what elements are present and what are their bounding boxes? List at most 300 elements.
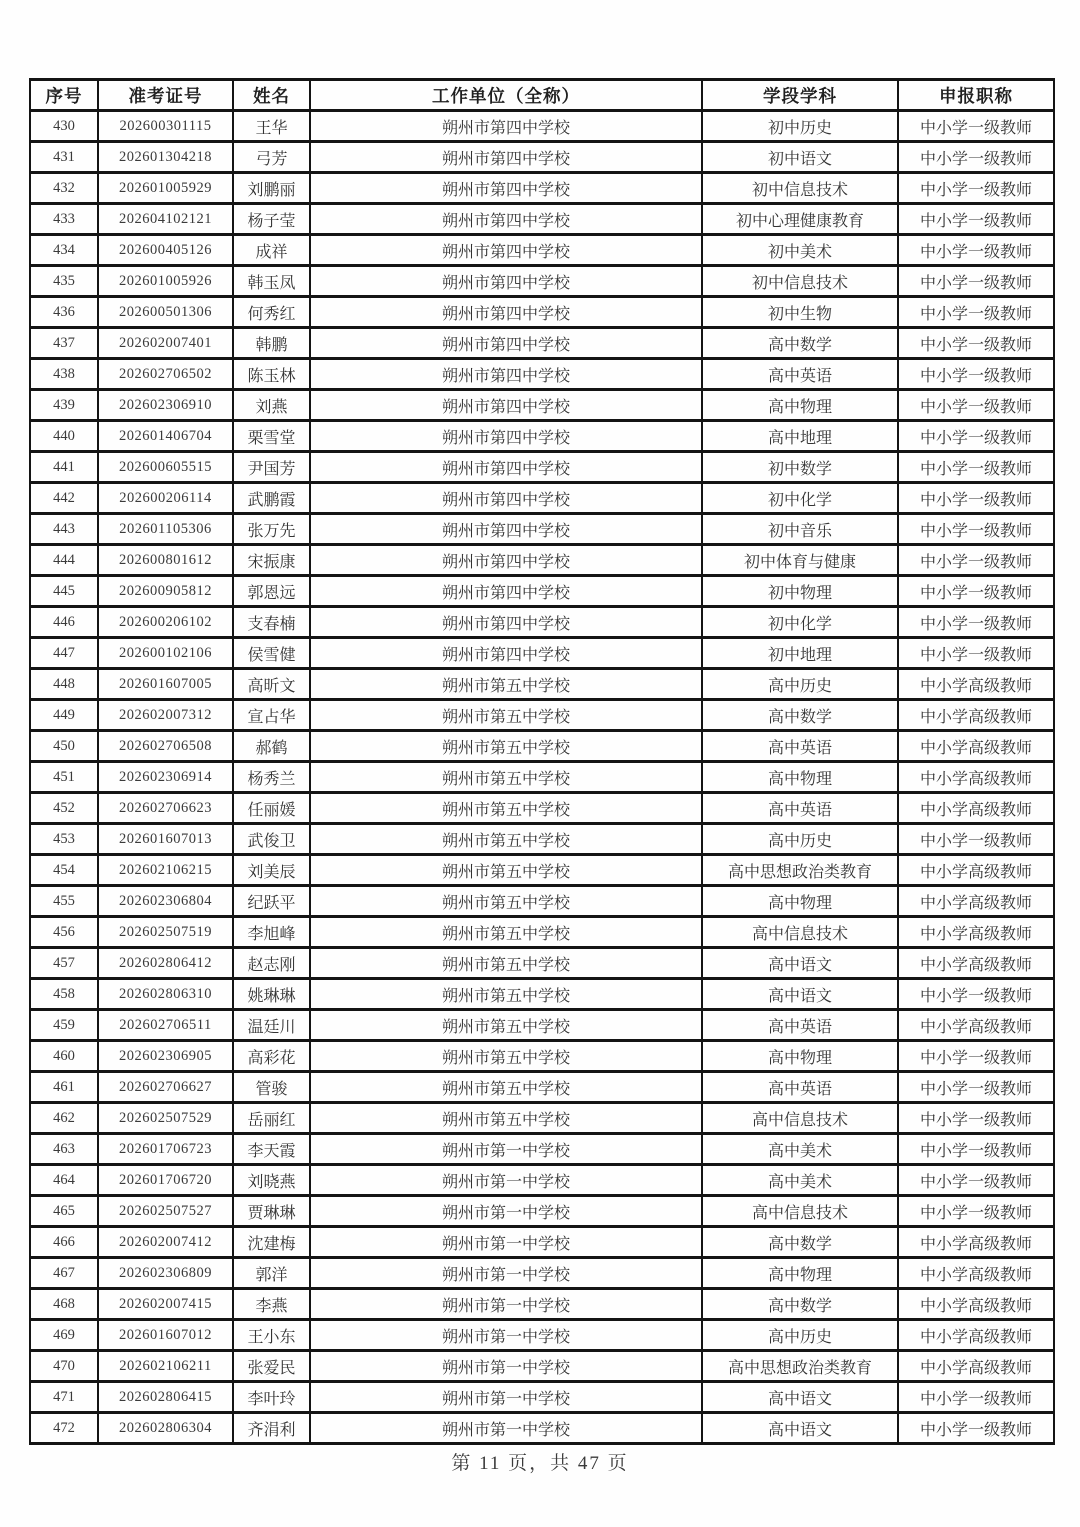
cell-name: 宣占华 (233, 700, 310, 731)
cell-declared-title: 中小学高级教师 (898, 1351, 1054, 1382)
cell-work-unit: 朔州市第四中学校 (310, 235, 702, 266)
cell-exam-admission-number: 202602306905 (98, 1041, 233, 1072)
cell-work-unit: 朔州市第四中学校 (310, 111, 702, 142)
cell-serial-number: 443 (30, 514, 98, 545)
cell-school-stage-subject: 高中物理 (702, 886, 898, 917)
table-row (30, 452, 1054, 483)
cell-exam-admission-number: 202600501306 (98, 297, 233, 328)
cell-work-unit: 朔州市第四中学校 (310, 204, 702, 235)
table-row (30, 1289, 1054, 1320)
cell-name: 武俊卫 (233, 824, 310, 855)
cell-work-unit: 朔州市第五中学校 (310, 762, 702, 793)
cell-declared-title: 中小学一级教师 (898, 111, 1054, 142)
table-row (30, 266, 1054, 297)
cell-name: 韩鹏 (233, 328, 310, 359)
cell-declared-title: 中小学一级教师 (898, 173, 1054, 204)
table-row (30, 173, 1054, 204)
cell-name: 陈玉林 (233, 359, 310, 390)
cell-exam-admission-number: 202600905812 (98, 576, 233, 607)
cell-exam-admission-number: 202601706720 (98, 1165, 233, 1196)
cell-name: 何秀红 (233, 297, 310, 328)
cell-exam-admission-number: 202604102121 (98, 204, 233, 235)
cell-declared-title: 中小学一级教师 (898, 483, 1054, 514)
cell-work-unit: 朔州市第五中学校 (310, 1103, 702, 1134)
cell-school-stage-subject: 初中心理健康教育 (702, 204, 898, 235)
cell-declared-title: 中小学一级教师 (898, 1072, 1054, 1103)
table-row (30, 483, 1054, 514)
cell-exam-admission-number: 202602306804 (98, 886, 233, 917)
cell-work-unit: 朔州市第四中学校 (310, 607, 702, 638)
cell-work-unit: 朔州市第五中学校 (310, 1072, 702, 1103)
cell-exam-admission-number: 202600102106 (98, 638, 233, 669)
cell-serial-number: 456 (30, 917, 98, 948)
cell-work-unit: 朔州市第五中学校 (310, 1041, 702, 1072)
table-row (30, 762, 1054, 793)
cell-declared-title: 中小学一级教师 (898, 824, 1054, 855)
cell-school-stage-subject: 高中英语 (702, 359, 898, 390)
cell-work-unit: 朔州市第五中学校 (310, 886, 702, 917)
cell-name: 杨子莹 (233, 204, 310, 235)
cell-exam-admission-number: 202602106211 (98, 1351, 233, 1382)
cell-serial-number: 433 (30, 204, 98, 235)
cell-declared-title: 中小学高级教师 (898, 669, 1054, 700)
cell-name: 贾琳琳 (233, 1196, 310, 1227)
cell-school-stage-subject: 高中数学 (702, 328, 898, 359)
cell-serial-number: 447 (30, 638, 98, 669)
cell-exam-admission-number: 202602706502 (98, 359, 233, 390)
cell-declared-title: 中小学一级教师 (898, 1041, 1054, 1072)
table-row (30, 917, 1054, 948)
cell-serial-number: 438 (30, 359, 98, 390)
cell-serial-number: 440 (30, 421, 98, 452)
cell-work-unit: 朔州市第一中学校 (310, 1382, 702, 1413)
table-row (30, 886, 1054, 917)
cell-school-stage-subject: 初中信息技术 (702, 173, 898, 204)
cell-serial-number: 448 (30, 669, 98, 700)
cell-serial-number: 439 (30, 390, 98, 421)
cell-serial-number: 436 (30, 297, 98, 328)
cell-serial-number: 470 (30, 1351, 98, 1382)
header-declared-title: 申报职称 (898, 80, 1054, 111)
cell-serial-number: 469 (30, 1320, 98, 1351)
cell-name: 刘燕 (233, 390, 310, 421)
cell-serial-number: 454 (30, 855, 98, 886)
table-row (30, 1258, 1054, 1289)
table-row (30, 297, 1054, 328)
cell-school-stage-subject: 高中信息技术 (702, 917, 898, 948)
cell-serial-number: 466 (30, 1227, 98, 1258)
cell-declared-title: 中小学高级教师 (898, 700, 1054, 731)
cell-serial-number: 471 (30, 1382, 98, 1413)
cell-serial-number: 468 (30, 1289, 98, 1320)
cell-exam-admission-number: 202602706627 (98, 1072, 233, 1103)
cell-work-unit: 朔州市第四中学校 (310, 173, 702, 204)
cell-serial-number: 444 (30, 545, 98, 576)
cell-exam-admission-number: 202601607012 (98, 1320, 233, 1351)
cell-name: 李天霞 (233, 1134, 310, 1165)
cell-name: 李叶玲 (233, 1382, 310, 1413)
cell-declared-title: 中小学高级教师 (898, 1258, 1054, 1289)
cell-exam-admission-number: 202602306809 (98, 1258, 233, 1289)
cell-name: 管骏 (233, 1072, 310, 1103)
cell-exam-admission-number: 202601005929 (98, 173, 233, 204)
cell-declared-title: 中小学一级教师 (898, 1165, 1054, 1196)
cell-name: 刘鹏丽 (233, 173, 310, 204)
cell-name: 武鹏霞 (233, 483, 310, 514)
cell-school-stage-subject: 高中信息技术 (702, 1103, 898, 1134)
page-number-footer: 第 11 页，共 47 页 (451, 1453, 629, 1474)
cell-declared-title: 中小学一级教师 (898, 266, 1054, 297)
cell-serial-number: 453 (30, 824, 98, 855)
cell-declared-title: 中小学一级教师 (898, 1413, 1054, 1444)
cell-work-unit: 朔州市第五中学校 (310, 917, 702, 948)
cell-school-stage-subject: 高中物理 (702, 762, 898, 793)
cell-declared-title: 中小学一级教师 (898, 235, 1054, 266)
cell-exam-admission-number: 202601607005 (98, 669, 233, 700)
table-row (30, 1165, 1054, 1196)
cell-name: 温廷川 (233, 1010, 310, 1041)
table-row (30, 1227, 1054, 1258)
cell-work-unit: 朔州市第五中学校 (310, 669, 702, 700)
table-row (30, 669, 1054, 700)
cell-serial-number: 445 (30, 576, 98, 607)
cell-work-unit: 朔州市第一中学校 (310, 1196, 702, 1227)
cell-declared-title: 中小学高级教师 (898, 948, 1054, 979)
cell-declared-title: 中小学高级教师 (898, 1289, 1054, 1320)
cell-name: 王小东 (233, 1320, 310, 1351)
cell-work-unit: 朔州市第一中学校 (310, 1351, 702, 1382)
table-row (30, 421, 1054, 452)
cell-exam-admission-number: 202602306914 (98, 762, 233, 793)
cell-school-stage-subject: 高中思想政治类教育 (702, 1351, 898, 1382)
cell-school-stage-subject: 初中体育与健康 (702, 545, 898, 576)
cell-name: 王华 (233, 111, 310, 142)
cell-name: 齐涓利 (233, 1413, 310, 1444)
header-school-stage-subject: 学段学科 (702, 80, 898, 111)
table-row (30, 1196, 1054, 1227)
cell-declared-title: 中小学一级教师 (898, 576, 1054, 607)
table-row (30, 359, 1054, 390)
cell-serial-number: 460 (30, 1041, 98, 1072)
cell-serial-number: 449 (30, 700, 98, 731)
cell-name: 刘美辰 (233, 855, 310, 886)
cell-serial-number: 452 (30, 793, 98, 824)
cell-name: 李燕 (233, 1289, 310, 1320)
cell-declared-title: 中小学一级教师 (898, 979, 1054, 1010)
cell-serial-number: 465 (30, 1196, 98, 1227)
cell-declared-title: 中小学高级教师 (898, 793, 1054, 824)
cell-serial-number: 430 (30, 111, 98, 142)
table-row (30, 390, 1054, 421)
cell-exam-admission-number: 202600605515 (98, 452, 233, 483)
header-work-unit: 工作单位（全称） (310, 80, 702, 111)
table-row (30, 514, 1054, 545)
cell-school-stage-subject: 初中地理 (702, 638, 898, 669)
cell-serial-number: 446 (30, 607, 98, 638)
cell-exam-admission-number: 202601607013 (98, 824, 233, 855)
cell-work-unit: 朔州市第一中学校 (310, 1320, 702, 1351)
cell-work-unit: 朔州市第一中学校 (310, 1289, 702, 1320)
cell-exam-admission-number: 202602806310 (98, 979, 233, 1010)
cell-name: 郭恩远 (233, 576, 310, 607)
cell-serial-number: 458 (30, 979, 98, 1010)
cell-school-stage-subject: 初中化学 (702, 483, 898, 514)
table-body (30, 111, 1054, 1444)
cell-school-stage-subject: 初中物理 (702, 576, 898, 607)
cell-serial-number: 451 (30, 762, 98, 793)
cell-work-unit: 朔州市第四中学校 (310, 328, 702, 359)
cell-name: 刘晓燕 (233, 1165, 310, 1196)
table-row (30, 948, 1054, 979)
cell-declared-title: 中小学高级教师 (898, 917, 1054, 948)
cell-exam-admission-number: 202602507527 (98, 1196, 233, 1227)
cell-declared-title: 中小学一级教师 (898, 545, 1054, 576)
cell-work-unit: 朔州市第四中学校 (310, 297, 702, 328)
cell-exam-admission-number: 202602806304 (98, 1413, 233, 1444)
cell-work-unit: 朔州市第五中学校 (310, 855, 702, 886)
cell-serial-number: 442 (30, 483, 98, 514)
table-row (30, 1103, 1054, 1134)
cell-exam-admission-number: 202602007312 (98, 700, 233, 731)
cell-declared-title: 中小学高级教师 (898, 731, 1054, 762)
cell-name: 郭洋 (233, 1258, 310, 1289)
header-exam-admission-number: 准考证号 (98, 80, 233, 111)
cell-declared-title: 中小学高级教师 (898, 1320, 1054, 1351)
cell-work-unit: 朔州市第一中学校 (310, 1165, 702, 1196)
cell-name: 杨秀兰 (233, 762, 310, 793)
cell-serial-number: 467 (30, 1258, 98, 1289)
table-row (30, 793, 1054, 824)
cell-school-stage-subject: 高中物理 (702, 1041, 898, 1072)
cell-work-unit: 朔州市第五中学校 (310, 979, 702, 1010)
cell-exam-admission-number: 202600206114 (98, 483, 233, 514)
cell-declared-title: 中小学高级教师 (898, 1010, 1054, 1041)
cell-declared-title: 中小学一级教师 (898, 328, 1054, 359)
cell-school-stage-subject: 高中物理 (702, 390, 898, 421)
cell-work-unit: 朔州市第一中学校 (310, 1258, 702, 1289)
cell-name: 尹国芳 (233, 452, 310, 483)
cell-school-stage-subject: 高中数学 (702, 1289, 898, 1320)
cell-name: 岳丽红 (233, 1103, 310, 1134)
cell-name: 赵志刚 (233, 948, 310, 979)
cell-declared-title: 中小学一级教师 (898, 1134, 1054, 1165)
cell-exam-admission-number: 202602507519 (98, 917, 233, 948)
cell-exam-admission-number: 202601406704 (98, 421, 233, 452)
table-row (30, 576, 1054, 607)
cell-declared-title: 中小学一级教师 (898, 514, 1054, 545)
cell-school-stage-subject: 初中化学 (702, 607, 898, 638)
cell-declared-title: 中小学高级教师 (898, 886, 1054, 917)
cell-school-stage-subject: 高中数学 (702, 700, 898, 731)
cell-work-unit: 朔州市第四中学校 (310, 514, 702, 545)
table-row (30, 638, 1054, 669)
cell-serial-number: 464 (30, 1165, 98, 1196)
cell-declared-title: 中小学一级教师 (898, 607, 1054, 638)
cell-name: 张爱民 (233, 1351, 310, 1382)
cell-school-stage-subject: 高中语文 (702, 979, 898, 1010)
table-row (30, 607, 1054, 638)
cell-work-unit: 朔州市第四中学校 (310, 142, 702, 173)
cell-name: 沈建梅 (233, 1227, 310, 1258)
cell-serial-number: 431 (30, 142, 98, 173)
cell-school-stage-subject: 高中美术 (702, 1134, 898, 1165)
table-row (30, 545, 1054, 576)
cell-declared-title: 中小学一级教师 (898, 421, 1054, 452)
cell-name: 任丽媛 (233, 793, 310, 824)
cell-exam-admission-number: 202600301115 (98, 111, 233, 142)
header-serial-number: 序号 (30, 80, 98, 111)
cell-declared-title: 中小学一级教师 (898, 452, 1054, 483)
cell-serial-number: 457 (30, 948, 98, 979)
cell-work-unit: 朔州市第五中学校 (310, 793, 702, 824)
cell-declared-title: 中小学一级教师 (898, 142, 1054, 173)
cell-name: 张万先 (233, 514, 310, 545)
cell-school-stage-subject: 初中生物 (702, 297, 898, 328)
cell-declared-title: 中小学一级教师 (898, 638, 1054, 669)
cell-exam-admission-number: 202600206102 (98, 607, 233, 638)
table-row (30, 1382, 1054, 1413)
cell-declared-title: 中小学高级教师 (898, 1227, 1054, 1258)
cell-name: 高彩花 (233, 1041, 310, 1072)
table-row (30, 824, 1054, 855)
cell-exam-admission-number: 202602507529 (98, 1103, 233, 1134)
cell-work-unit: 朔州市第五中学校 (310, 948, 702, 979)
table-row (30, 979, 1054, 1010)
table-row (30, 731, 1054, 762)
cell-work-unit: 朔州市第一中学校 (310, 1227, 702, 1258)
cell-work-unit: 朔州市第四中学校 (310, 421, 702, 452)
table-row (30, 1320, 1054, 1351)
cell-exam-admission-number: 202601005926 (98, 266, 233, 297)
cell-name: 侯雪健 (233, 638, 310, 669)
cell-serial-number: 461 (30, 1072, 98, 1103)
cell-declared-title: 中小学一级教师 (898, 359, 1054, 390)
cell-work-unit: 朔州市第四中学校 (310, 545, 702, 576)
cell-name: 弓芳 (233, 142, 310, 173)
header-name: 姓名 (233, 80, 310, 111)
cell-serial-number: 459 (30, 1010, 98, 1041)
cell-serial-number: 435 (30, 266, 98, 297)
cell-school-stage-subject: 初中语文 (702, 142, 898, 173)
cell-serial-number: 434 (30, 235, 98, 266)
cell-exam-admission-number: 202601304218 (98, 142, 233, 173)
cell-exam-admission-number: 202600405126 (98, 235, 233, 266)
cell-work-unit: 朔州市第四中学校 (310, 576, 702, 607)
cell-school-stage-subject: 初中信息技术 (702, 266, 898, 297)
cell-exam-admission-number: 202600801612 (98, 545, 233, 576)
cell-name: 高昕文 (233, 669, 310, 700)
cell-school-stage-subject: 高中思想政治类教育 (702, 855, 898, 886)
cell-exam-admission-number: 202602806412 (98, 948, 233, 979)
cell-work-unit: 朔州市第五中学校 (310, 731, 702, 762)
cell-work-unit: 朔州市第一中学校 (310, 1134, 702, 1165)
cell-school-stage-subject: 高中历史 (702, 669, 898, 700)
cell-school-stage-subject: 高中英语 (702, 1010, 898, 1041)
cell-work-unit: 朔州市第四中学校 (310, 266, 702, 297)
table-row (30, 235, 1054, 266)
teacher-roster-table (29, 78, 1055, 1445)
table-row (30, 328, 1054, 359)
cell-work-unit: 朔州市第五中学校 (310, 824, 702, 855)
cell-exam-admission-number: 202602706508 (98, 731, 233, 762)
cell-work-unit: 朔州市第五中学校 (310, 700, 702, 731)
cell-school-stage-subject: 高中历史 (702, 1320, 898, 1351)
cell-school-stage-subject: 高中美术 (702, 1165, 898, 1196)
cell-declared-title: 中小学一级教师 (898, 297, 1054, 328)
cell-serial-number: 472 (30, 1413, 98, 1444)
cell-school-stage-subject: 高中语文 (702, 948, 898, 979)
cell-exam-admission-number: 202602007412 (98, 1227, 233, 1258)
cell-declared-title: 中小学高级教师 (898, 762, 1054, 793)
cell-school-stage-subject: 高中数学 (702, 1227, 898, 1258)
cell-serial-number: 437 (30, 328, 98, 359)
table-row (30, 111, 1054, 142)
cell-work-unit: 朔州市第一中学校 (310, 1413, 702, 1444)
cell-declared-title: 中小学一级教师 (898, 204, 1054, 235)
cell-exam-admission-number: 202602007401 (98, 328, 233, 359)
table-row (30, 855, 1054, 886)
cell-declared-title: 中小学一级教师 (898, 1196, 1054, 1227)
cell-name: 郝鹤 (233, 731, 310, 762)
cell-work-unit: 朔州市第四中学校 (310, 638, 702, 669)
cell-serial-number: 455 (30, 886, 98, 917)
table-row (30, 1072, 1054, 1103)
table-row (30, 142, 1054, 173)
cell-serial-number: 432 (30, 173, 98, 204)
cell-school-stage-subject: 初中数学 (702, 452, 898, 483)
cell-declared-title: 中小学一级教师 (898, 1382, 1054, 1413)
cell-name: 李旭峰 (233, 917, 310, 948)
cell-exam-admission-number: 202602706511 (98, 1010, 233, 1041)
table-row (30, 700, 1054, 731)
cell-exam-admission-number: 202602806415 (98, 1382, 233, 1413)
cell-school-stage-subject: 高中语文 (702, 1382, 898, 1413)
cell-school-stage-subject: 高中物理 (702, 1258, 898, 1289)
table-row (30, 204, 1054, 235)
cell-exam-admission-number: 202601706723 (98, 1134, 233, 1165)
cell-serial-number: 441 (30, 452, 98, 483)
cell-school-stage-subject: 高中语文 (702, 1413, 898, 1444)
cell-name: 姚琳琳 (233, 979, 310, 1010)
cell-declared-title: 中小学高级教师 (898, 855, 1054, 886)
cell-school-stage-subject: 初中美术 (702, 235, 898, 266)
cell-exam-admission-number: 202602706623 (98, 793, 233, 824)
cell-work-unit: 朔州市第四中学校 (310, 452, 702, 483)
cell-name: 纪跃平 (233, 886, 310, 917)
cell-name: 栗雪堂 (233, 421, 310, 452)
cell-name: 成祥 (233, 235, 310, 266)
cell-school-stage-subject: 高中英语 (702, 1072, 898, 1103)
cell-work-unit: 朔州市第四中学校 (310, 483, 702, 514)
cell-declared-title: 中小学一级教师 (898, 390, 1054, 421)
cell-name: 支春楠 (233, 607, 310, 638)
cell-school-stage-subject: 初中历史 (702, 111, 898, 142)
cell-school-stage-subject: 高中英语 (702, 793, 898, 824)
cell-work-unit: 朔州市第四中学校 (310, 359, 702, 390)
table-row (30, 1134, 1054, 1165)
table-row (30, 1010, 1054, 1041)
table-row (30, 1413, 1054, 1444)
table-row (30, 1041, 1054, 1072)
cell-school-stage-subject: 初中音乐 (702, 514, 898, 545)
cell-exam-admission-number: 202602106215 (98, 855, 233, 886)
cell-school-stage-subject: 高中历史 (702, 824, 898, 855)
cell-exam-admission-number: 202602306910 (98, 390, 233, 421)
cell-exam-admission-number: 202601105306 (98, 514, 233, 545)
cell-serial-number: 450 (30, 731, 98, 762)
cell-declared-title: 中小学一级教师 (898, 1103, 1054, 1134)
cell-serial-number: 462 (30, 1103, 98, 1134)
